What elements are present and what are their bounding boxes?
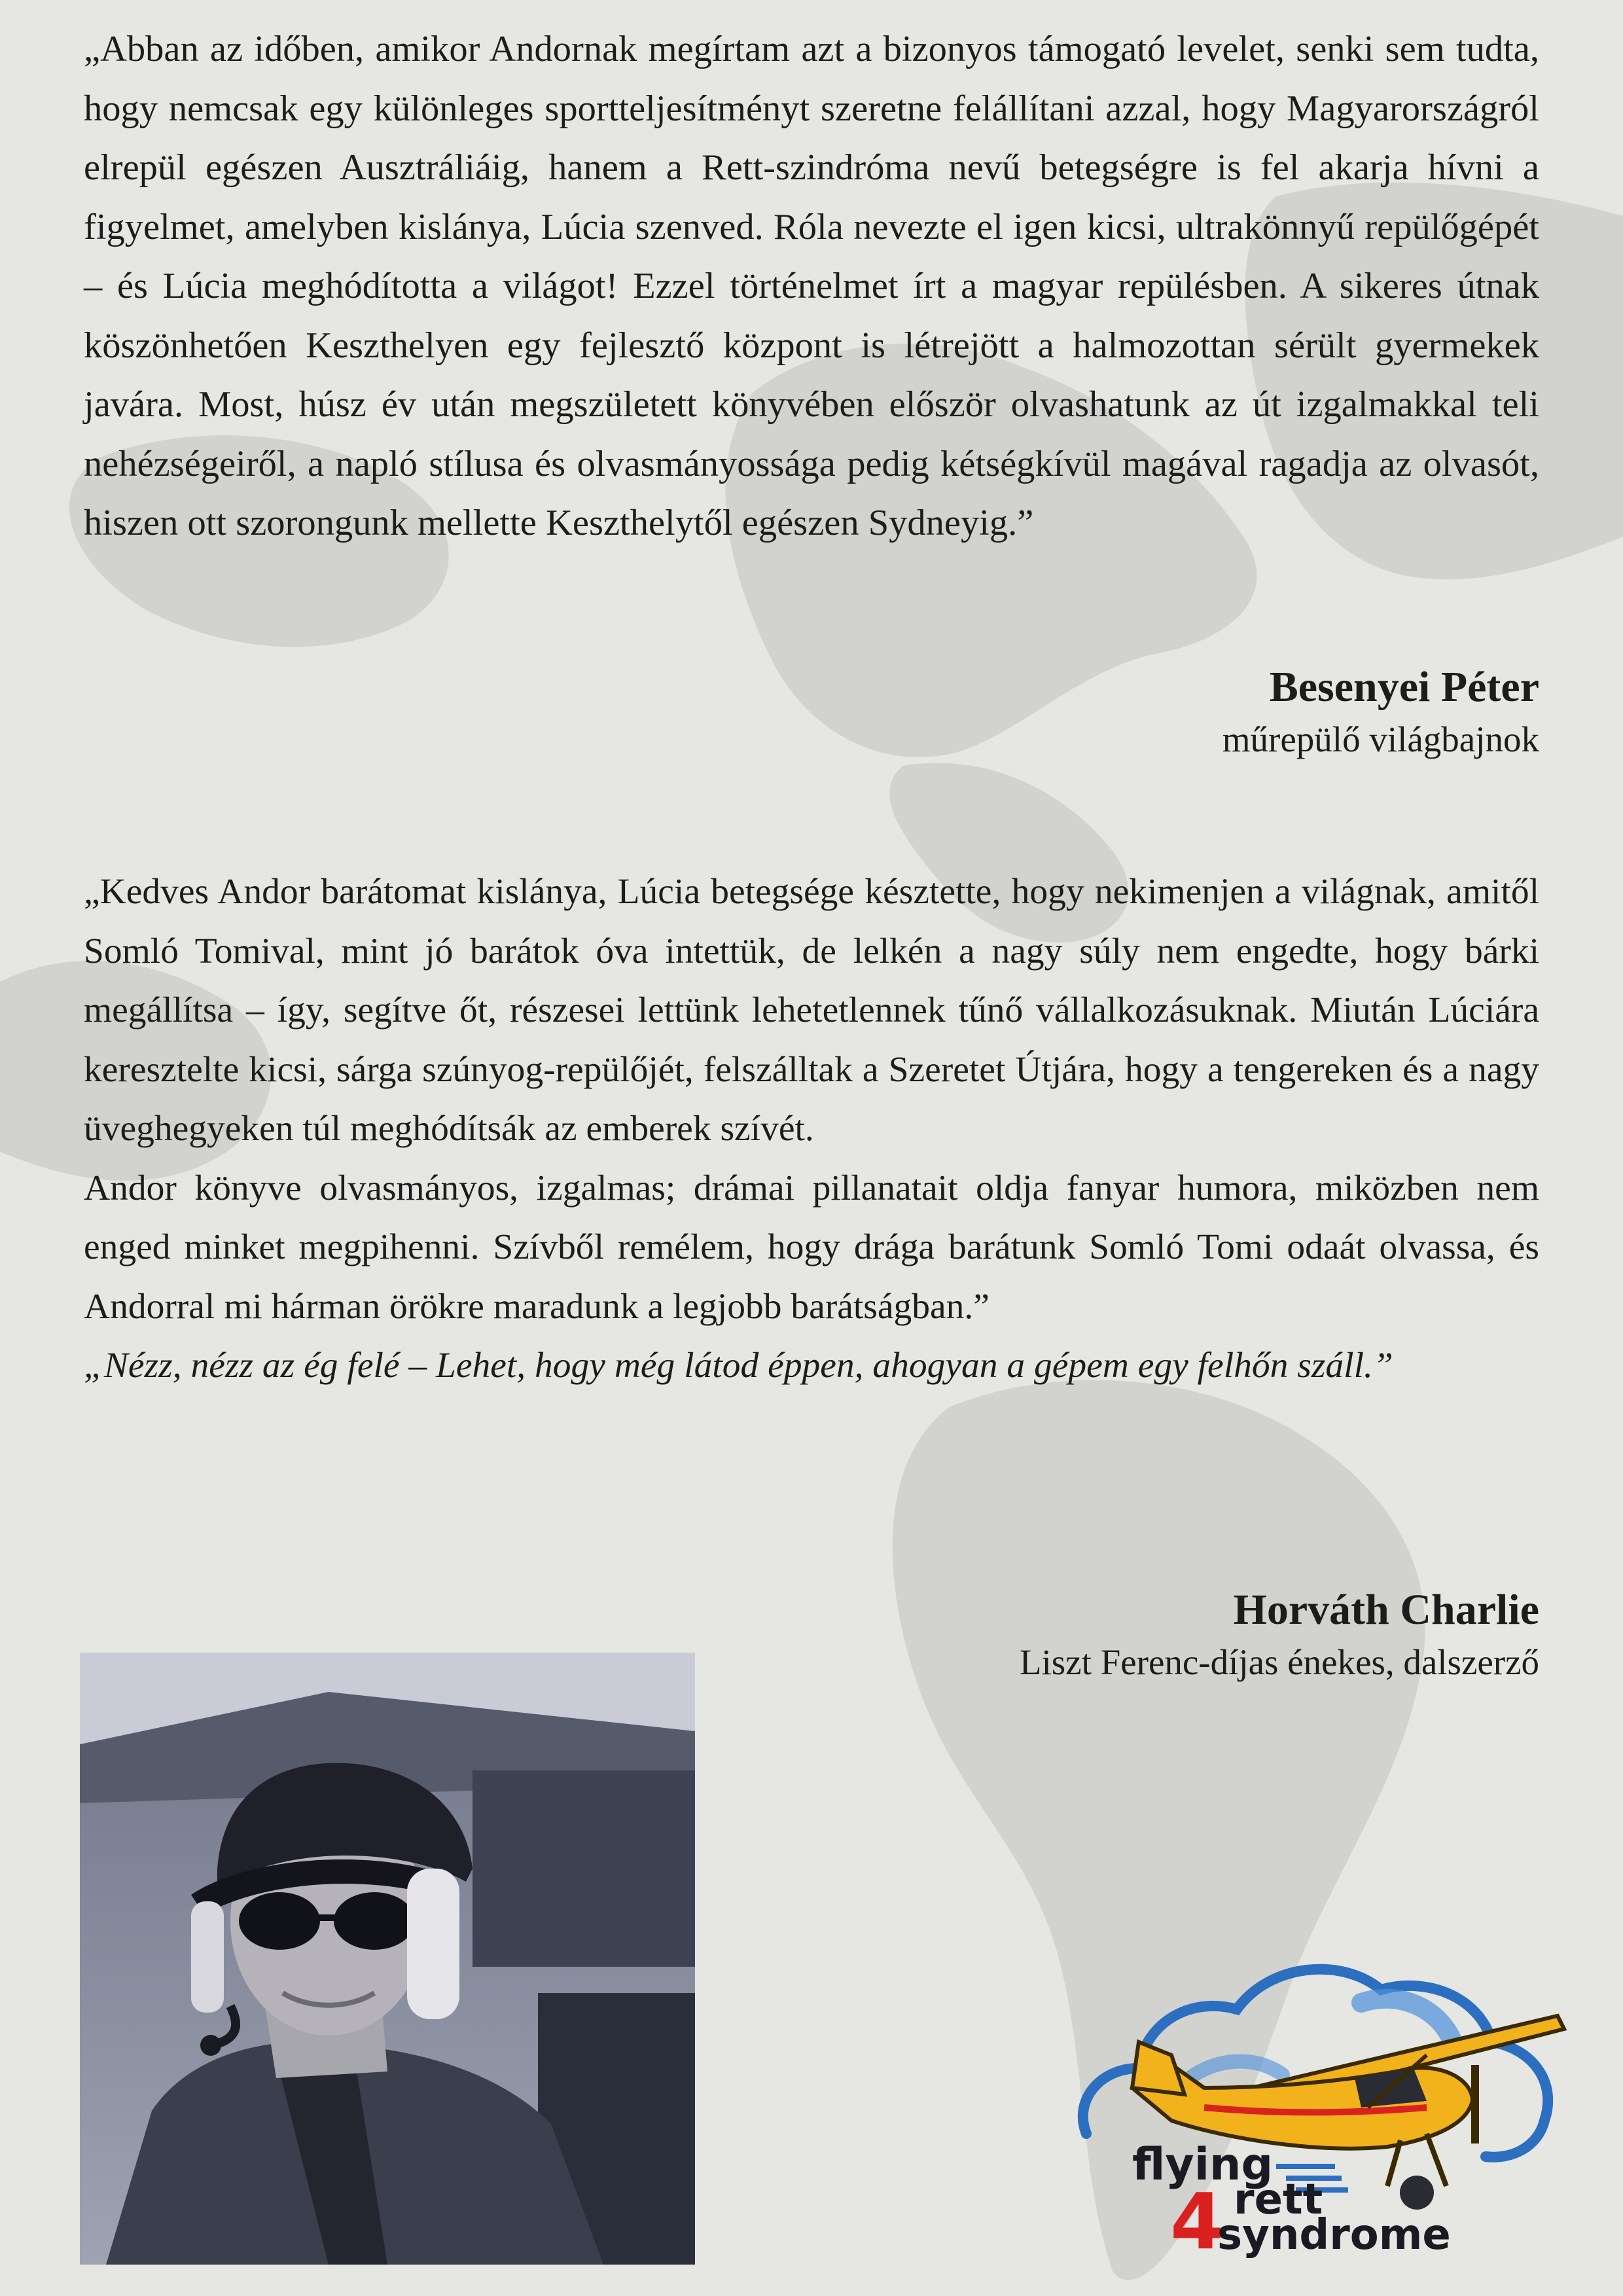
signature-horvath [1020, 1584, 1539, 1689]
quote-horvath [84, 863, 1539, 1396]
author-role: műrepülő világbajnok [1222, 719, 1539, 759]
flying-4-rett-syndrome-logo [1060, 1892, 1571, 2258]
logo-text-syndrome: syndrome [1217, 2211, 1451, 2258]
quote-horvath-paragraph-2: Andor könyve olvasmányos, izgalmas; drámai pillanatait oldja fanyar humora, miközben nem enged minket megpihenni. Szívből remélem, hogy drága barátunk Somló Tomi odaát olvassa, és Andorral mi hárman örökre maradunk a legjobb barátságban.” [84, 1168, 1539, 1327]
quote-besenyei [84, 20, 1539, 553]
quote-horvath-lyric: „Nézz, nézz az ég felé – Lehet, hogy még látod éppen, ahogyan a gépem egy felhőn száll.” [84, 1346, 1393, 1386]
author-name: Besenyei Péter [1269, 663, 1539, 711]
logo-text-rett: rett [1234, 2176, 1323, 2224]
author-name: Horváth Charlie [1233, 1586, 1539, 1634]
logo-text-4: 4 [1170, 2176, 1224, 2258]
quote-horvath-paragraph-1: „Kedves Andor barátomat kislánya, Lúcia betegsége késztette, hogy nekimenjen a világnak, amitől Somló Tomival, mint jó barátok óva intettük, de lelkén a nagy súly nem engedte, hogy bárki megállítsa – így, segítve őt, részesei lettünk lehetetlennek tűnő vállalkozásuknak. Miután Lúciára keresztelte kicsi, sárga szúnyog-repülőjét, felszálltak a Szeretet Útjára, hogy a tengereken és a nagy üveghegyeken túl meghódítsák az emberek szívét. [84, 872, 1539, 1149]
pilot-photo [80, 1653, 695, 2265]
logo-text-flying: flying [1132, 2139, 1274, 2191]
signature-besenyei [1222, 661, 1539, 766]
author-role: Liszt Ferenc-díjas énekes, dalszerző [1019, 1642, 1539, 1682]
quote-besenyei-text: „Abban az időben, amikor Andornak megírtam azt a bizonyos támogató levelet, senki sem tudta, hogy nemcsak egy különleges sportteljesítményt szeretne felállítani azzal, hogy Magyarországról elrepül egészen Ausztráliáig, hanem a Rett-szindróma nevű betegségre is fel akarja hívni a figyelmet, amelyben kislánya, Lúcia szenved. Róla nevezte el igen kicsi, ultrakönnyű repülőgépét – és Lúcia meghódította a világot! Ezzel történelmet írt a magyar repülésben. A sikeres útnak köszönhetően Keszthelyen egy fejlesztő központ is létrejött a halmozottan sérült gyermekek javára. Most, húsz év után megszületett könyvében először olvashatunk az út izgalmakkal teli nehézségeiről, a napló stílusa és olvasmányossága pedig kétségkívül magával ragadja az olvasót, hiszen ott szorongunk mellette Keszthelytől egészen Sydneyig.” [84, 29, 1539, 543]
